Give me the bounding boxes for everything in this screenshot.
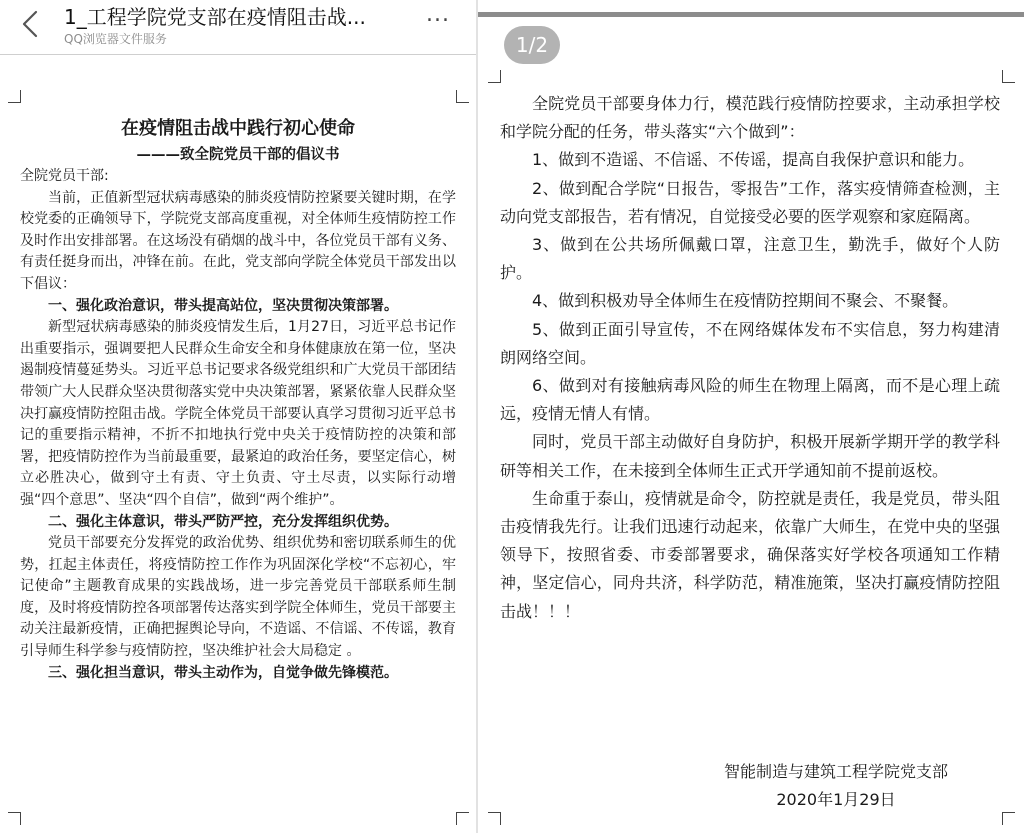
crop-mark — [1002, 812, 1015, 825]
signature-date: 2020年1月29日 — [776, 790, 896, 809]
doc-list-item: 6、做到对有接触病毒风险的师生在物理上隔离，而不是心理上疏远，疫情无情人有情。 — [500, 376, 1000, 424]
signature-organization: 智能制造与建筑工程学院党支部 — [723, 762, 948, 781]
crop-mark — [8, 812, 21, 825]
doc-paragraph: 新型冠状病毒感染的肺炎疫情发生后，1月27日，习近平总书记作出重要指示，强调要把人民群众生命安全和身体健康放在第一位，坚决遏制疫情蔓延势头。习近平总书记要求各级党组织和广大党员干部团结带领广大人民群众坚决贯彻落实党中央决策部署，紧紧依靠人民群众坚决打赢疫情防控阻击战。学院全体党员干部要认真学习贯彻习近平总书记的重要指示精神，不折不扣地执行党中央关于疫情防控的决策和部署，把疫情防控作为当前最重要，最紧迫的政治任务，要坚定信心，树立必胜决心，做到守土有责、守土负责、守土尽责，以实际行动增强“四个意思”、坚决“四个自信”，做到“两个维护”。 — [20, 319, 456, 508]
crop-mark — [456, 90, 469, 103]
document-page-right — [500, 90, 1000, 626]
doc-section-heading: 三、强化担当意识，带头主动作为，自觉争做先锋模范。 — [48, 664, 398, 681]
doc-section-heading: 一、强化政治意识，带头提高站位，坚决贯彻决策部署。 — [48, 297, 398, 314]
doc-section-heading: 二、强化主体意识，带头严防严控，充分发挥组织优势。 — [48, 513, 398, 530]
doc-list-item: 1、做到不造谣、不信谣、不传谣，提高自我保护意识和能力。 — [532, 150, 975, 170]
doc-list-item: 5、做到正面引导宣传，不在网络媒体发布不实信息，努力构建清朗网络空间。 — [500, 319, 1000, 367]
doc-paragraph: 生命重于泰山，疫情就是命令，防控就是责任，我是党员，带头阻击疫情我先行。让我们迅速行动起来，依靠广大师生，在党中央的坚强领导下，按照省委、市委部署要求，确保落实好学校各项通知工作精神，坚定信心，同舟共济，科学防范，精准施策，坚决打赢疫情防控阻击战！！！ — [500, 488, 1000, 621]
doc-subtitle: ———致全院党员干部的倡议书 — [136, 147, 340, 163]
crop-mark — [8, 90, 21, 103]
doc-title: 在疫情阻击战中践行初心使命 — [121, 118, 355, 139]
crop-mark — [488, 70, 501, 83]
document-page-left — [20, 116, 456, 684]
document-title: 1_工程学院党支部在疫情阻击战... — [64, 5, 366, 29]
doc-list-item: 4、做到积极劝导全体师生在疫情防控期间不聚会、不聚餐。 — [532, 291, 959, 311]
top-progress-bar — [478, 12, 1024, 17]
left-document-viewer — [0, 0, 476, 833]
more-options-icon[interactable]: ... — [426, 2, 450, 27]
doc-paragraph: 当前，正值新型冠状病毒感染的肺炎疫情防控紧要关键时期，在学校党委的正确领导下，学院党支部高度重视，对全体师生疫情防控工作及时作出安排部署。在这场没有硝烟的战斗中，各位党员干部有义务、有责任挺身而出，冲锋在前。在此，党支部向学院全体党员干部发出以下倡议： — [20, 189, 456, 292]
doc-paragraph: 同时，党员干部主动做好自身防护，积极开展新学期开学的教学科研等相关工作，在未接到全体师生正式开学通知前不提前返校。 — [500, 432, 1000, 480]
crop-mark — [488, 812, 501, 825]
document-source: QQ浏览器文件服务 — [64, 32, 167, 46]
crop-mark — [456, 812, 469, 825]
back-button[interactable] — [14, 6, 48, 42]
viewer-header — [0, 0, 476, 55]
chevron-left-icon — [14, 6, 48, 42]
doc-paragraph: 全院党员干部要身体力行，模范践行疫情防控要求，主动承担学校和学院分配的任务，带头落实“六个做到”： — [500, 94, 1000, 142]
page-indicator: 1/2 — [504, 26, 560, 64]
crop-mark — [1002, 70, 1015, 83]
doc-list-item: 3、做到在公共场所佩戴口罩，注意卫生，勤洗手，做好个人防护。 — [500, 235, 1000, 283]
right-document-viewer — [478, 0, 1024, 833]
doc-paragraph: 党员干部要充分发挥党的政治优势、组织优势和密切联系师生的优势，扛起主体责任，将疫情防控工作作为巩固深化学校“不忘初心，牢记使命”主题教育成果的实践战场，进一步完善党员干部联系师生制度，及时将疫情防控各项部署传达落实到学院全体师生，党员干部要主动关注最新疫情，正确把握舆论导向，不造谣、不信谣、不传谣，教育引导师生科学参与疫情防控，坚决维护社会大局稳定 。 — [20, 535, 456, 660]
doc-list-item: 2、做到配合学院“日报告，零报告”工作，落实疫情筛查检测，主动向党支部报告，若有情况，自觉接受必要的医学观察和家庭隔离。 — [500, 178, 1000, 226]
doc-greeting: 全院党员干部: — [20, 168, 109, 184]
signature-block — [706, 758, 966, 814]
